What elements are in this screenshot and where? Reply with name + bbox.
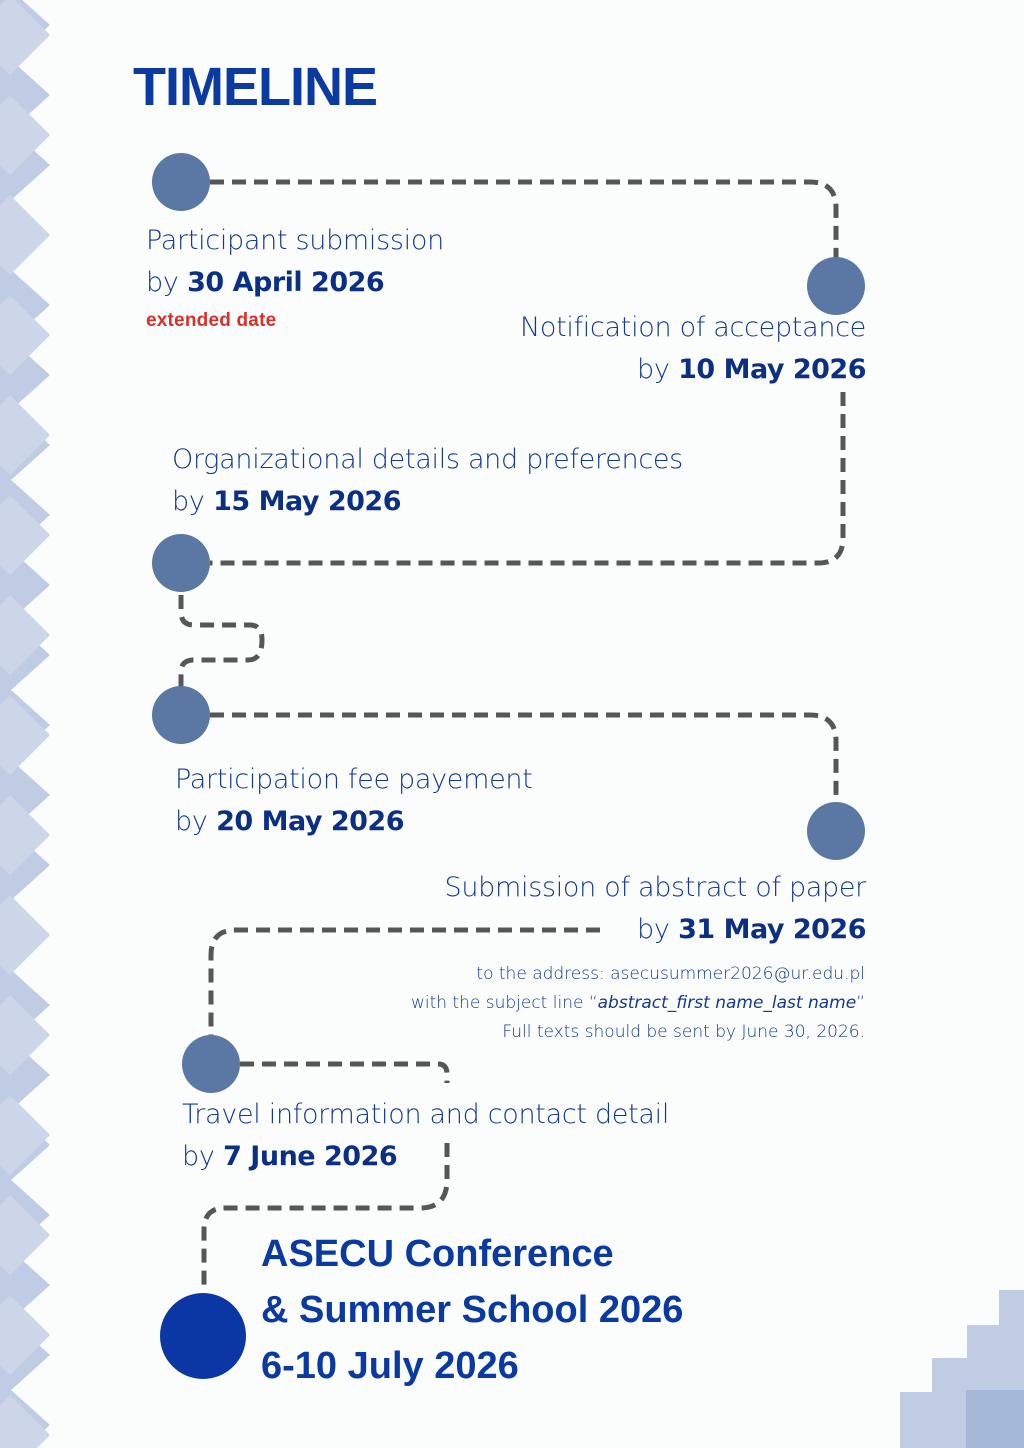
step-date: 7 June 2026 <box>223 1141 398 1172</box>
step-node-5 <box>807 802 865 860</box>
step-node-6 <box>182 1035 240 1093</box>
step-date: 15 May 2026 <box>213 486 402 517</box>
step-label: Travel information and contact detail <box>182 1099 670 1130</box>
page-title: TIMELINE <box>133 57 377 117</box>
abstract-submission-details <box>411 960 865 1047</box>
step-deadline: by 10 May 2026 <box>636 354 866 385</box>
step-label: Submission of abstract of paper <box>444 872 866 903</box>
step-deadline: by 30 April 2026 <box>146 267 385 298</box>
step-label: Participant submission <box>146 225 444 256</box>
step-node-3 <box>152 534 210 592</box>
step-deadline: by 20 May 2026 <box>175 806 405 837</box>
final-event-dates: 6-10 July 2026 <box>261 1345 519 1387</box>
step-node-4 <box>152 686 210 744</box>
email-link[interactable]: asecusummer2026@ur.edu.pl <box>610 964 865 984</box>
step-node-1 <box>152 153 210 211</box>
subject-format: abstract_first name_last name <box>597 993 857 1013</box>
final-event <box>261 1226 683 1394</box>
left-diamond-pattern <box>0 0 50 1448</box>
final-event-subtitle: & Summer School 2026 <box>261 1289 684 1331</box>
step-date: 20 May 2026 <box>216 806 405 837</box>
step-label: Notification of acceptance <box>520 312 866 343</box>
address-line: to the address: asecusummer2026@ur.edu.pl <box>476 964 865 984</box>
step-label: Organizational details and preferences <box>172 444 683 475</box>
corner-square-pattern <box>900 1290 1024 1448</box>
step-label: Participation fee payement <box>175 764 533 795</box>
timeline-step-3 <box>172 439 683 523</box>
full-texts-deadline: Full texts should be sent by June 30, 2026. <box>502 1022 865 1042</box>
timeline-step-4 <box>175 759 533 843</box>
step-deadline: by 31 May 2026 <box>636 914 866 945</box>
step-deadline: by 15 May 2026 <box>172 486 402 517</box>
timeline-step-5 <box>445 867 867 951</box>
final-event-title: ASECU Conference <box>261 1233 614 1275</box>
step-date: 30 April 2026 <box>187 267 385 298</box>
timeline-step-6 <box>182 1094 669 1178</box>
extended-date-badge: extended date <box>146 310 277 331</box>
timeline-step-1 <box>146 220 444 332</box>
step-date: 31 May 2026 <box>678 914 866 945</box>
step-deadline: by 7 June 2026 <box>182 1141 398 1172</box>
step-date: 10 May 2026 <box>678 354 866 385</box>
timeline-step-2 <box>520 307 866 391</box>
subject-line: with the subject line “abstract_first name_last name” <box>410 993 865 1013</box>
final-event-node <box>160 1293 246 1379</box>
